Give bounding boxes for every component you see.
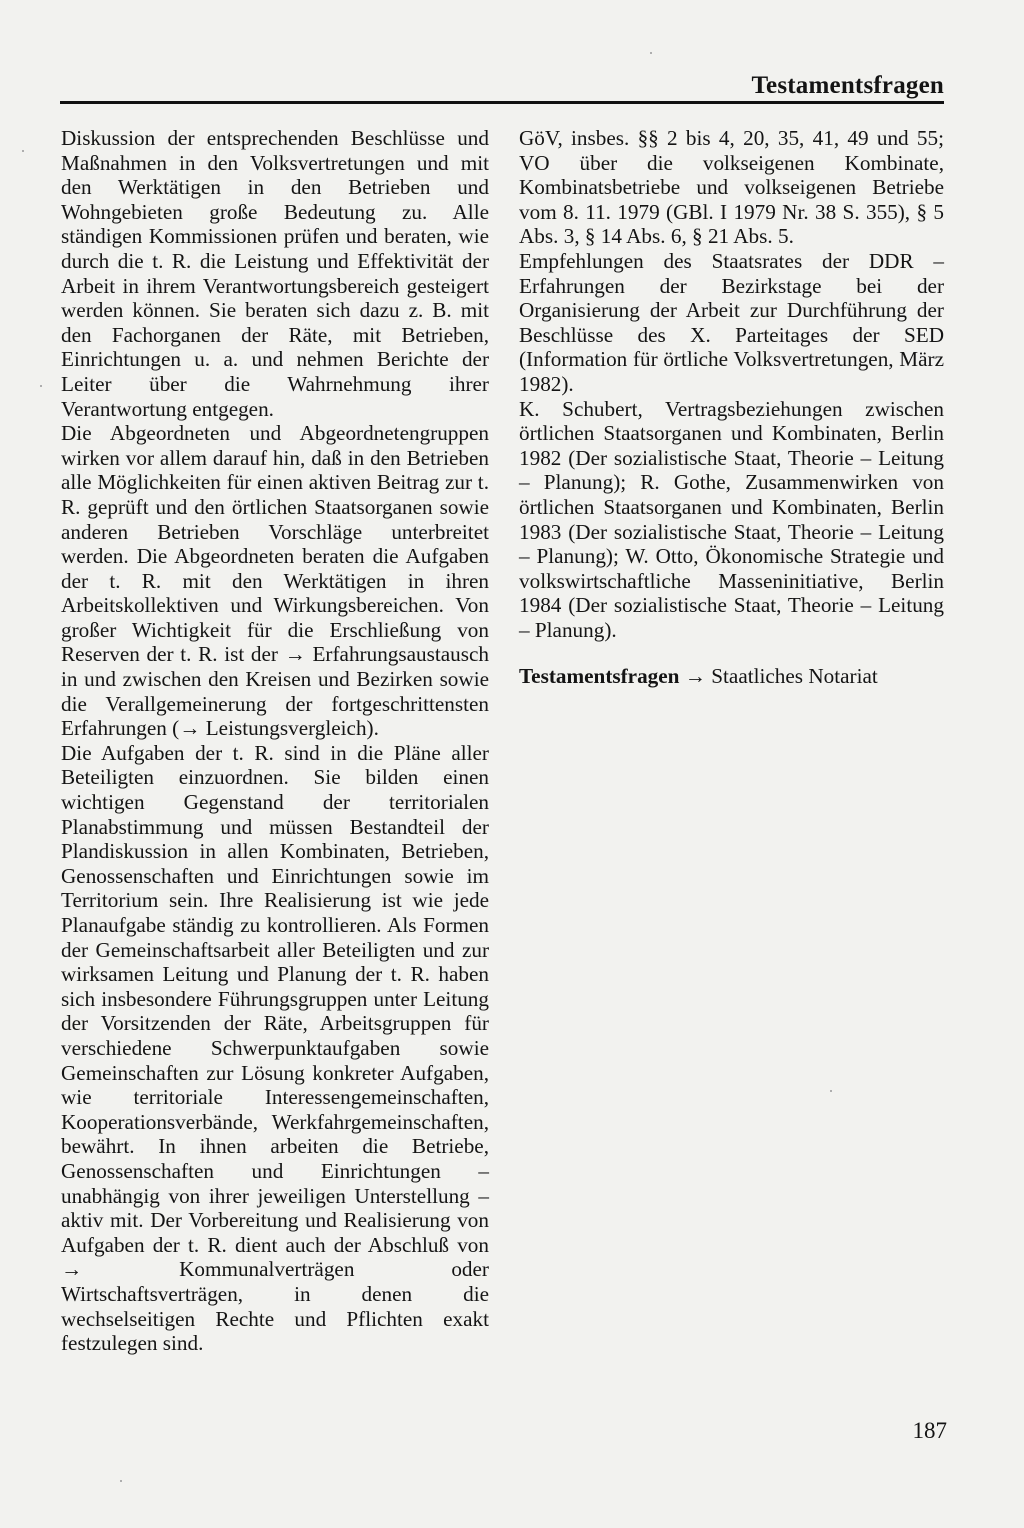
paragraph: Die Abgeordneten und Abgeordnetengruppen wirken vor allem darauf hin, daß in den Betrieben alle Möglichkeiten für einen aktiven Beitrag zur t. R. geprüft und den örtlichen Staatsorganen sowie anderen Betrieben Vorschläge unterbreitet werden. Die Abgeordneten beraten die Aufgaben der t. R. mit den Werktätigen in ihren Arbeitskollektiven und Wirkungsbereichen. Von großer Wichtigkeit für die Erschließung von Reserven der t. R. ist der → Erfahrungsaustausch in und zwischen den Kreisen und Bezirken sowie die Verallgemeinerung der fortgeschrittensten Erfahrungen (→ Leistungsvergleich). — [61, 421, 489, 741]
citation-paragraph: GöV, insbes. §§ 2 bis 4, 20, 35, 41, 49 und 55; VO über die volkseigenen Kombinate, Kombinatsbetriebe und volkseigenen Betriebe vom 8. 11. 1979 (GBl. I 1979 Nr. 38 S. 355), § 5 Abs. 3, § 14 Abs. 6, § 21 Abs. 5. — [519, 126, 944, 249]
page-number: 187 — [912, 1418, 947, 1443]
citation-paragraph: K. Schubert, Vertragsbeziehungen zwischen örtlichen Staatsorganen und Kombinaten, Berlin 1982 (Der sozialistische Staat, Theorie – Leitung – Planung); R. Gothe, Zusammenwirken von örtlichen Staatsorganen und Kombinaten, Berlin 1983 (Der sozialistische Staat, Theorie – Leitung – Planung); W. Otto, Ökonomische Strategie und volkswirtschaftliche Masseninitiative, Berlin 1984 (Der sozialistische Staat, Theorie – Leitung – Planung). — [519, 396, 944, 642]
paragraph: Die Aufgaben der t. R. sind in die Pläne aller Beteiligten einzuordnen. Sie bilden einen wichtigen Gegenstand der territorialen Planabstimmung und müssen Bestandteil der Plandiskussion in allen Kombinaten, Betrieben, Genossenschaften und Einrichtungen sowie im Territorium sein. Ihre Realisierung ist wie jede Planaufgabe ständig zu kontrollieren. Als Formen der Gemeinschaftsarbeit aller Beteiligten und zur wirksamen Leitung und Planung der t. R. haben sich insbesondere Führungsgruppen unter Leitung der Vorsitzenden der Räte, Arbeitsgruppen für verschiedene Schwerpunktaufgaben sowie Gemeinschaften zur Lösung konkreter Aufgaben, wie territoriale Interessengemeinschaften, Kooperationsverbände, Werkfahrgemeinschaften, bewährt. In ihnen arbeiten die Betriebe, Genossenschaften und Einrichtungen – unabhängig von ihrer jeweiligen Unterstellung – aktiv mit. Der Vorbereitung und Realisierung von Aufgaben der t. R. dient auch der Abschluß von → Kommunalverträgen oder Wirtschaftsverträgen, in denen die wechselseitigen Rechte und Pflichten exakt festzulegen sind. — [61, 740, 489, 1356]
scan-speck — [120, 1480, 122, 1482]
scan-speck — [40, 385, 42, 387]
citation-paragraph: Empfehlungen des Staatsrates der DDR – Erfahrungen der Bezirkstage bei der Organisierung der Arbeit zur Durchführung der Beschlüsse des X. Parteitages der SED (Information für örtliche Volksvertretungen, März 1982). — [519, 248, 944, 396]
entry-cross-reference[interactable]: → Staatliches Notariat — [679, 664, 878, 689]
header-rule — [60, 101, 944, 104]
scan-speck — [830, 1090, 832, 1092]
running-header — [60, 68, 944, 104]
paragraph: Diskussion der entsprechenden Beschlüsse und Maßnahmen in den Volksvertretungen und mit den Werktätigen in den Betrieben und Wohngebieten große Bedeutung zu. Alle ständigen Kommissionen prüfen und beraten, wie durch die t. R. die Leistung und Effektivität der Arbeit in ihrem Verantwortungsbereich gesteigert werden können. Sie beraten sich dazu z. B. mit den Fachorganen der Räte, mit Betrieben, Einrichtungen u. a. und nehmen Berichte der Leiter über die Wahrnehmung ihrer Verantwortung entgegen. — [61, 126, 489, 421]
scan-speck — [650, 52, 652, 54]
running-title: Testamentsfragen — [751, 72, 944, 99]
left-column — [61, 126, 489, 1356]
entry-term: Testamentsfragen — [519, 664, 680, 689]
scan-speck — [22, 150, 24, 152]
dictionary-entry — [519, 664, 944, 689]
right-column — [519, 126, 944, 689]
spacer — [519, 642, 944, 664]
